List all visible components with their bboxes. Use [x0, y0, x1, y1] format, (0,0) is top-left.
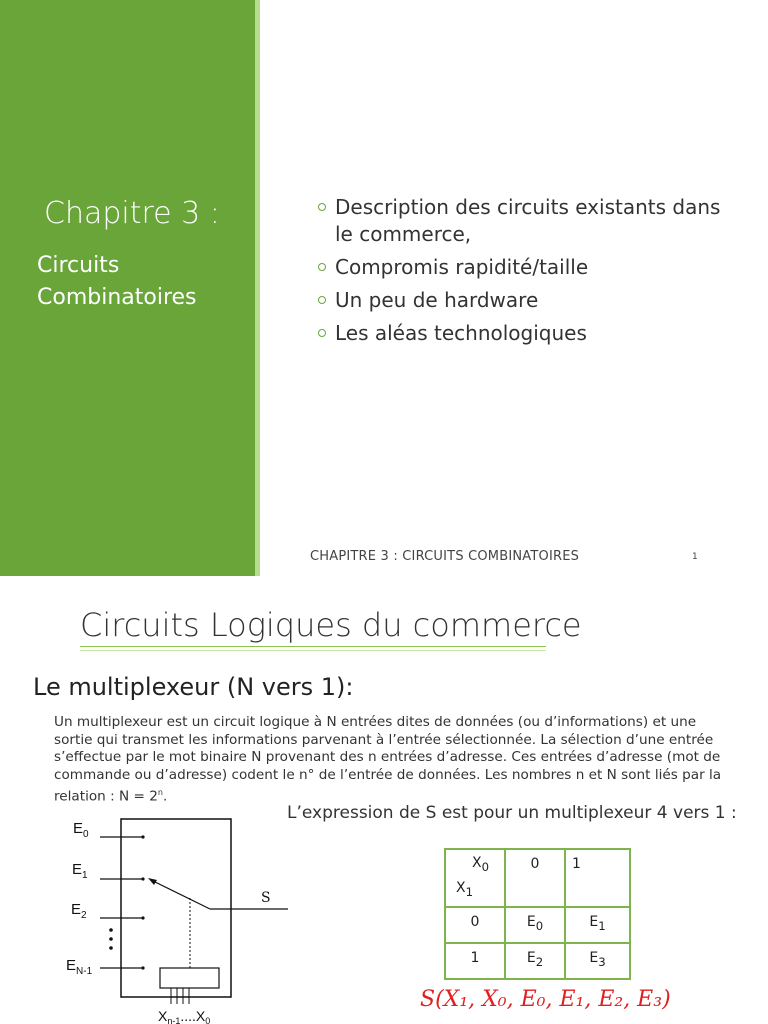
bullet-dot-icon [318, 329, 326, 337]
input-dot-e0 [141, 835, 144, 838]
multiplexer-heading: Le multiplexeur (N vers 1): [33, 673, 354, 701]
bullet-dot-icon [318, 296, 326, 304]
chapter-subtitle [37, 250, 247, 314]
table-cell: $E_2$ [505, 943, 565, 979]
page-number: 1 [692, 552, 698, 562]
bullet-item: Les aléas technologiques [318, 320, 738, 347]
table-row [445, 907, 630, 943]
table-cell: $E_0$ [505, 907, 565, 943]
ellipsis-dot [109, 928, 113, 932]
ellipsis-dot [109, 946, 113, 950]
slide-footer: CHAPITRE 3 : CIRCUITS COMBINATOIRES [310, 549, 580, 564]
address-label: $X_{n-1}....X_0$ [158, 1008, 211, 1024]
input-label-e0: $E_0$ [73, 820, 89, 840]
chapter-title: Chapitre 3 : [44, 196, 220, 231]
input-dot-e2 [141, 916, 144, 919]
table-row-header: 1 [445, 943, 505, 979]
multiplexer-description: Un multiplexeur est un circuit logique à N entrées dites de données (ou d’informations) et une sortie qui transmet les informations parvenant à l’entrée sélectionnée. La sélection d’une entrée s’effectue par le mot binaire N provenant des n entrées d’adresse. Ces entrées d’adresse (mot de commande ou d’adresse) codent le n° de l’entrée de données. Les nombres n et N sont liés par la relation : $N = 2^n$. [54, 714, 722, 805]
input-label-en1: $E_{N-1}$ [66, 957, 93, 977]
bullet-dot-icon [318, 203, 326, 211]
input-label-e2: $E_2$ [71, 901, 87, 921]
table-corner-cell [445, 849, 505, 907]
bullet-list [318, 194, 738, 353]
switch-arm [151, 880, 210, 909]
table-cell: $E_1$ [565, 907, 630, 943]
table-row [445, 943, 630, 979]
bullet-dot-icon [318, 263, 326, 271]
input-dot-e1 [141, 877, 144, 880]
table-row-header: 0 [445, 907, 505, 943]
output-formula: S(X₁, X₀, E₀, E₁, E₂, E₃) [420, 987, 671, 1012]
table-cell: $E_3$ [565, 943, 630, 979]
address-decoder-box [160, 968, 219, 988]
ellipsis-dot [109, 937, 113, 941]
corner-label-x0: $X_0$ [472, 855, 490, 874]
table-header-row [445, 849, 630, 907]
chapter-subtitle-line1: Circuits [37, 253, 120, 278]
input-label-e1: $E_1$ [72, 861, 88, 881]
title-underline-light [80, 650, 546, 651]
multiplexer-diagram [0, 800, 300, 1024]
expression-caption: L’expression de S est pour un multiplexeur 4 vers 1 : [287, 803, 737, 823]
output-label: S [261, 890, 271, 906]
bullet-item: Description des circuits existants dans le commerce, [318, 194, 738, 248]
chapter-subtitle-line2: Combinatoires [37, 285, 197, 310]
input-dot-en1 [141, 966, 144, 969]
slide-2-title: Circuits Logiques du commerce [80, 606, 582, 644]
bullet-item: Un peu de hardware [318, 287, 738, 314]
table-col-header: 1 [565, 849, 630, 907]
truth-table [444, 848, 631, 980]
green-panel-edge [255, 0, 260, 576]
corner-label-x1: $X_1$ [456, 880, 474, 899]
bullet-item: Compromis rapidité/taille [318, 254, 738, 281]
table-col-header: 0 [505, 849, 565, 907]
mux-box [121, 819, 231, 997]
title-underline [80, 646, 546, 647]
switch-arrow-icon [148, 878, 157, 885]
